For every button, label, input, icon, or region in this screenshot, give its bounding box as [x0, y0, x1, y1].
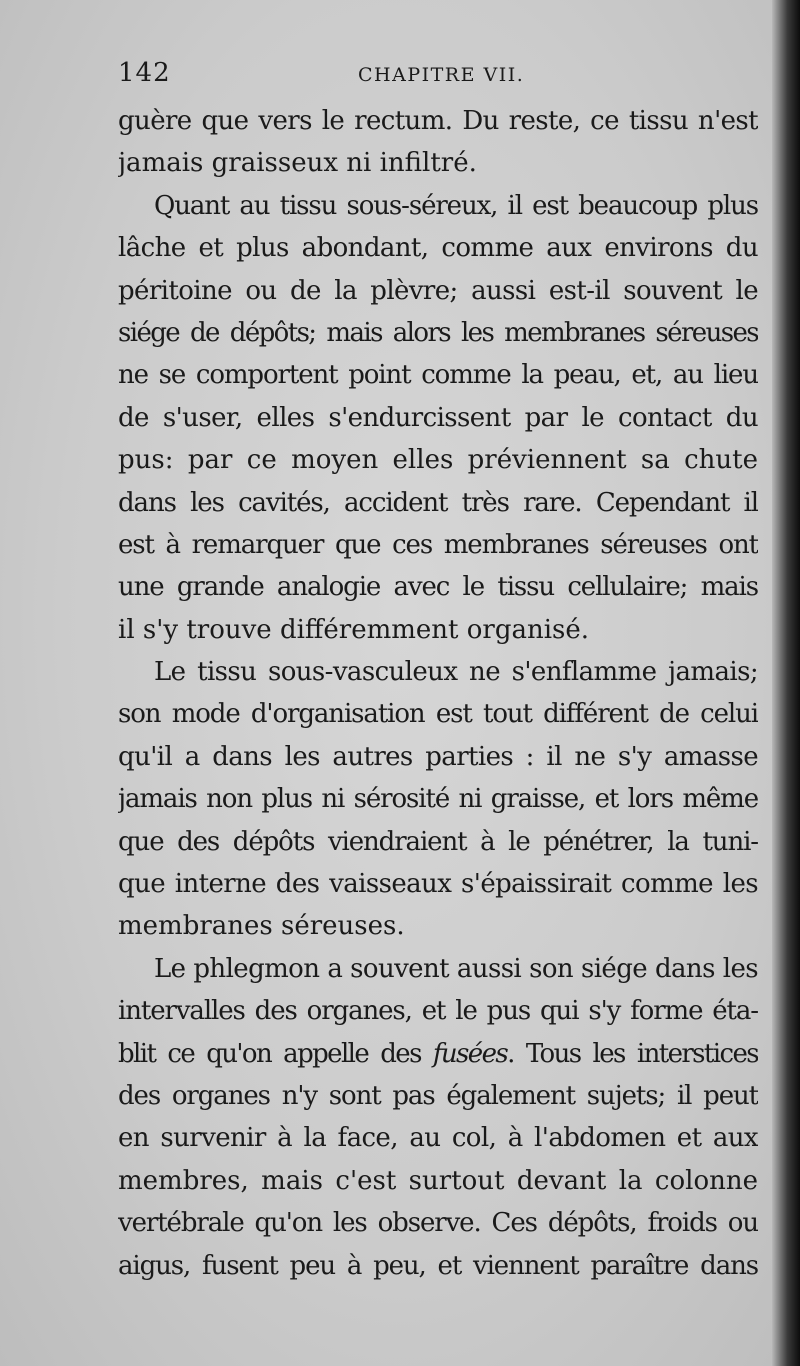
text-line: péritoine ou de la plèvre; aussi est-il souvent le — [118, 275, 758, 306]
text-line: des organes n'y sont pas également sujets; il peut — [118, 1080, 758, 1111]
running-title: CHAPITRE VII. — [358, 64, 525, 86]
text-line: dans les cavités, accident très rare. Cependant il — [118, 487, 758, 518]
page-header — [118, 58, 758, 94]
text-line: intervalles des organes, et le pus qui s'y forme éta- — [118, 996, 758, 1027]
text-line: jamais non plus ni sérosité ni graisse, et lors même — [118, 784, 758, 815]
text-line: en survenir à la face, au col, à l'abdomen et aux — [118, 1123, 758, 1154]
text-line: guère que vers le rectum. Du reste, ce tissu n'est — [118, 106, 758, 136]
paragraph-first-line: Quant au tissu sous-séreux, il est beaucoup plus — [154, 190, 758, 221]
text-line: vertébrale qu'on les observe. Ces dépôts, froids ou — [118, 1208, 758, 1239]
text-line: qu'il a dans les autres parties : il ne s'y amasse — [118, 741, 758, 772]
text-line: membres, mais c'est surtout devant la colonne — [118, 1165, 758, 1196]
text-line: pus: par ce moyen elles préviennent sa chute — [118, 445, 758, 476]
text-line: est à remarquer que ces membranes séreuses ont — [118, 529, 758, 560]
text-line-with-italic — [118, 1033, 758, 1075]
text-line: jamais graisseux ni infiltré. — [118, 148, 477, 179]
text-line: son mode d'organisation est tout différent de celui — [118, 699, 758, 730]
page-binding-shadow — [772, 0, 800, 1366]
page-number: 142 — [118, 58, 171, 88]
text-line: il s'y trouve différemment organisé. — [118, 614, 590, 645]
text-line: siége de dépôts; mais alors les membranes séreuses — [118, 317, 758, 348]
text-segment: . Tous les interstices — [507, 1038, 758, 1069]
text-line: que des dépôts viendraient à le pénétrer, la tuni- — [118, 826, 758, 857]
text-line: lâche et plus abondant, comme aux environs du — [118, 233, 758, 264]
paragraph-first-line: Le tissu sous-vasculeux ne s'enflamme jamais; — [154, 657, 758, 688]
text-line: ne se comportent point comme la peau, et, au lieu — [118, 360, 758, 391]
text-line: de s'user, elles s'endurcissent par le contact du — [118, 402, 758, 433]
text-line: une grande analogie avec le tissu cellulaire; mais — [118, 572, 758, 603]
body-text — [118, 100, 758, 1287]
text-line: aigus, fusent peu à peu, et viennent paraître dans — [118, 1250, 758, 1281]
paragraph-first-line: Le phlegmon a souvent aussi son siége dans les — [154, 953, 758, 984]
text-segment: blit ce qu'on appelle des — [118, 1038, 433, 1069]
italic-term: fusées — [432, 1038, 508, 1069]
text-line: que interne des vaisseaux s'épaissirait comme les — [118, 869, 758, 900]
text-line: membranes séreuses. — [118, 911, 405, 942]
